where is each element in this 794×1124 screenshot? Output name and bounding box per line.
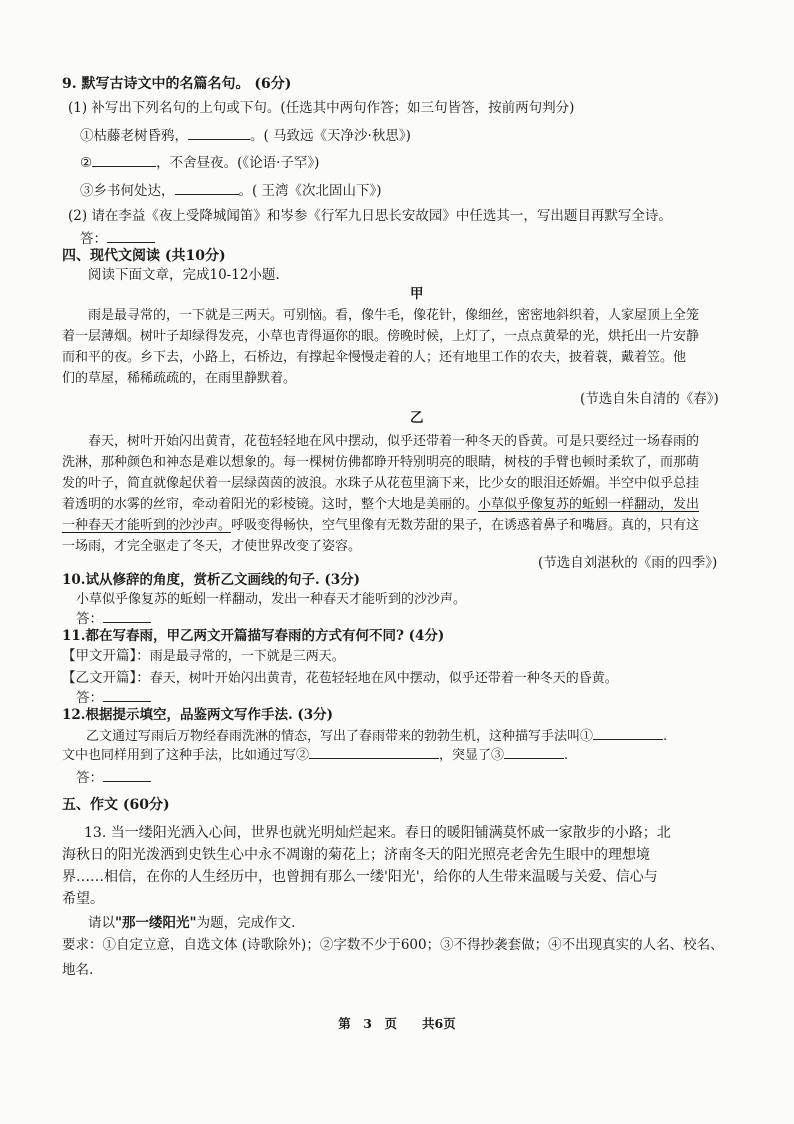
yi-opening: 春天，树叶开始闪出黄青，花苞轻轻地在风中摆动，似乎还带着一种冬天的昏黄。	[149, 671, 618, 686]
answer-line	[103, 610, 151, 623]
q12-text: 文中也同样用到了这种手法，比如通过写②	[62, 748, 310, 763]
q12-line1	[86, 727, 667, 745]
yi-text: 呼吸变得畅快，空气里像有无数芳甜的果子，在诱惑着鼻子和嘴唇。真的，只有这	[231, 518, 700, 533]
q12-punct: .	[663, 729, 668, 744]
q9-sub1: (1) 补写出下列名句的上句或下句。(任选其中两句作答；如三句皆答，按前两句判分)	[68, 100, 575, 116]
q9-item1-post: 。( 马致远《天净沙·秋思》)	[250, 128, 411, 144]
jia-line: 着一层薄烟。树叶子却绿得发亮，小草也青得逼你的眼。傍晚时候，上灯了，一点点黄晕的光，烘托出一片安静	[62, 329, 700, 344]
passage-jia-heading: 甲	[410, 286, 424, 302]
q11-answer	[76, 689, 151, 706]
answer-label: 答：	[80, 231, 107, 247]
q9-item2	[80, 154, 319, 171]
q12-text: ，突显了③	[439, 748, 505, 763]
q9-item1-pre: ①枯藤老树昏鸦，	[80, 128, 188, 144]
q9-item1	[80, 127, 411, 144]
essay-line: 13. 当一缕阳光洒入心间，世界也就光明灿烂起来。春日的暖阳铺满莫怀戚一家散步的小路；北	[84, 825, 671, 841]
blank-line	[92, 154, 156, 167]
answer-label: 答：	[76, 690, 103, 706]
q12-punct: .	[564, 748, 569, 763]
essay-line: 界……相信，在你的人生经历中，也曾拥有那么一缕'阳光'，给你的人生带来温暖与关爱、信心与	[62, 869, 658, 885]
sec4-intro: 阅读下面文章，完成10-12小题.	[88, 267, 280, 283]
q9-item2-pre: ②	[80, 155, 93, 171]
q11-jia	[62, 648, 345, 665]
prompt-text: 请以	[88, 915, 115, 931]
fill-blank-1	[593, 727, 663, 740]
yi-label: 【乙文开篇】：	[62, 670, 150, 686]
yi-line: 一场雨，才完全驱走了冬天，才使世界改变了姿容。	[62, 539, 362, 554]
q9-title: 9. 默写古诗文中的名篇名句。 (6分)	[62, 76, 292, 92]
jia-opening: 雨是最寻常的，一下就是三两天。	[149, 649, 345, 664]
q10-quote: 小草似乎像复苏的蚯蚓一样翻动，发出一种春天才能听到的沙沙声。	[76, 592, 467, 607]
q9-sub2: (2) 请在李益《夜上受降城闻笛》和岑参《行军九日思长安故园》中任选其一，写出题目再默写全诗。	[68, 208, 672, 224]
prompt-text: 为题，完成作文.	[196, 915, 296, 931]
answer-line	[103, 769, 151, 782]
essay-requirements: 要求：①自定立意，自选文体 (诗歌除外)；②字数不少于600；③不得抄袭套做；④不出现真实的人名、校名、	[62, 937, 724, 953]
yi-line	[62, 497, 699, 513]
page-footer: 第 3 页 共6页	[338, 1016, 456, 1031]
q11-yi	[62, 670, 618, 687]
answer-line	[107, 230, 155, 243]
jia-line: 们的草屋，稀稀疏疏的，在雨里静默着。	[62, 371, 297, 386]
blank-line	[188, 127, 250, 140]
jia-line: 而和平的夜。乡下去，小路上，石桥边，有撑起伞慢慢走着的人；还有地里工作的农夫，披着蓑，戴着笠。他	[62, 350, 687, 365]
fill-blank-2	[309, 746, 439, 759]
yi-source: (节选自刘湛秋的《雨的四季》)	[538, 555, 718, 571]
passage-yi-heading: 乙	[410, 410, 424, 426]
q11-title: 11.都在写春雨，甲乙两文开篇描写春雨的方式有何不同? (4分)	[62, 628, 445, 644]
q10-answer	[76, 610, 151, 627]
essay-prompt	[88, 915, 295, 931]
yi-line: 发的叶子，简直就像起伏着一层绿茵茵的波浪。水珠子从花苞里滴下来，比少女的眼泪还娇媚。半空中似乎总挂	[62, 476, 700, 491]
sec5-title: 五、作文 (60分)	[62, 797, 170, 813]
q9-item2-post: ，不舍昼夜。(《论语·子罕》)	[156, 155, 320, 171]
essay-line: 海秋日的阳光泼洒到史铁生心中永不凋谢的菊花上；济南冬天的阳光照亮老舍先生眼中的理想境	[62, 847, 650, 863]
yi-line	[62, 518, 699, 534]
q9-item3-post: 。( 王湾《次北固山下》)	[238, 183, 382, 199]
q9-item3	[80, 182, 382, 199]
answer-label: 答：	[76, 611, 103, 627]
underlined-sentence: 小草似乎像复苏的蚯蚓一样翻动，发出	[478, 497, 700, 512]
fill-blank-3	[504, 746, 564, 759]
q12-line2	[62, 746, 568, 764]
q12-title: 12.根据提示填空，品鉴两文写作手法. (3分)	[62, 707, 334, 723]
q12-text: 乙文通过写雨后万物经春雨洗淋的情态，写出了春雨带来的勃勃生机，这种描写手法叫①	[86, 729, 594, 744]
sec4-title: 四、现代文阅读 (共10分)	[62, 248, 226, 264]
yi-line: 洗淋，那种颜色和神态是难以想象的。每一棵树仿佛都睁开特别明亮的眼睛，树枝的手臂也顿时柔软了，而那萌	[62, 455, 700, 470]
essay-title: "那一缕阳光"	[115, 915, 197, 931]
answer-label: 答：	[76, 770, 103, 786]
q9-answer	[80, 230, 155, 247]
essay-requirements-cont: 地名.	[62, 962, 94, 978]
answer-line	[103, 689, 151, 702]
yi-line: 春天，树叶开始闪出黄青，花苞轻轻地在风中摆动，似乎还带着一种冬天的昏黄。可是只要经过一场春雨的	[88, 434, 700, 449]
jia-label: 【甲文开篇】：	[62, 648, 150, 664]
jia-line: 雨是最寻常的，一下就是三两天。可别恼。看，像牛毛，像花针，像细丝，密密地斜织着，人家屋顶上全笼	[88, 308, 700, 323]
yi-text: 着透明的水雾的丝帘，牵动着阳光的彩棱镜。这时，整个大地是美丽的。	[62, 497, 479, 512]
q10-title: 10.试从修辞的角度，赏析乙文画线的句子. (3分)	[62, 572, 361, 588]
underlined-sentence: 一种春天才能听到的沙沙声。	[62, 518, 232, 533]
jia-source: (节选自朱自清的《春》)	[580, 391, 719, 407]
blank-line	[175, 182, 239, 195]
q9-item3-pre: ③乡书何处达，	[80, 183, 175, 199]
essay-line: 希望。	[62, 891, 104, 907]
q12-answer	[76, 769, 151, 786]
